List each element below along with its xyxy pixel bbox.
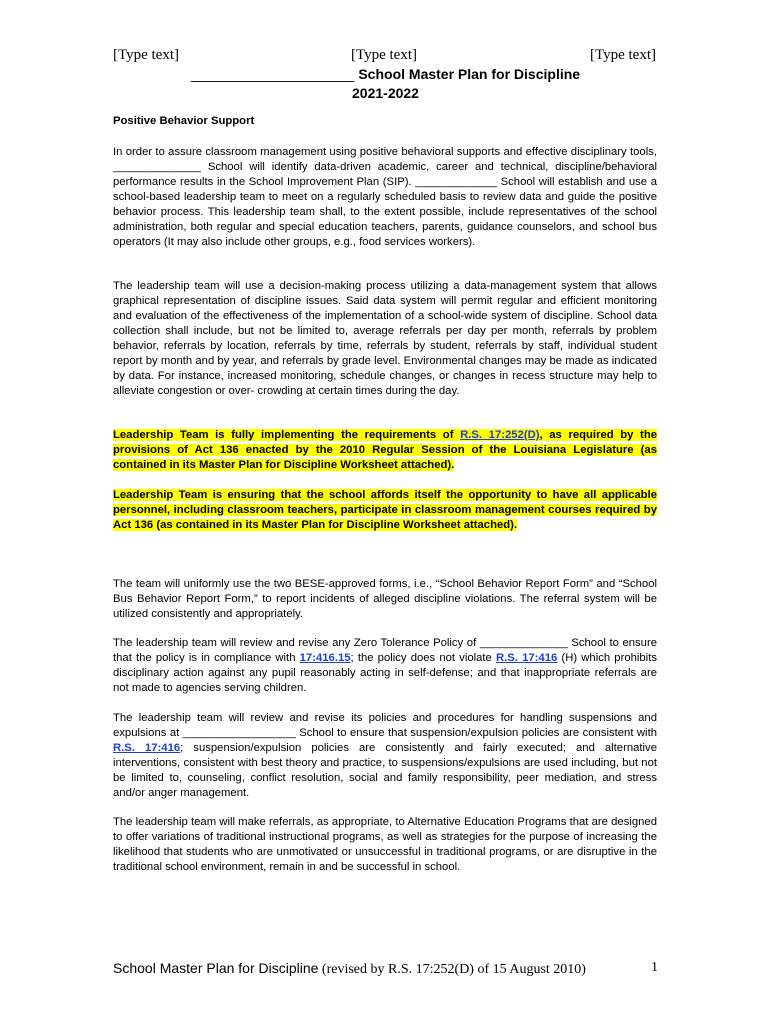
paragraph-data-system: The leadership team will use a decision-making process utilizing a data-management system that allows graphical representation of discipline issues. Said data system will permit regular and efficient monitoring and evaluation of the effectiveness of the implementation of a school-wide system of discipline. School data collection shall include, but not be limited to, average referrals per day per month, referrals by problem behavior, referrals by location, referrals by time, referrals by student, referrals by staff, individual student report by month and by year, and referrals by grade level. Environmental changes may be made as indicated by data. For instance, increased monitoring, schedule changes, or changes in recess structure may help to alleviate congestion or over- crowding at certain times during the day. <box>113 280 657 397</box>
link-17-416-15[interactable]: 17:416.15 <box>299 652 351 664</box>
paragraph-zero-tolerance <box>113 636 657 696</box>
document-title <box>113 65 658 103</box>
page-footer <box>113 960 658 978</box>
header-right-placeholder: [Type text] <box>590 47 657 63</box>
p6-text-1: The leadership team will review and revise any Zero Tolerance Policy of ______________ School to ensure that the policy is in compliance with <box>113 637 657 664</box>
p6-text-2: ; the policy does not violate <box>350 652 496 664</box>
link-rs-17-416[interactable]: R.S. 17:416 <box>113 742 181 754</box>
p6-text-3: (H) which prohibits disciplinary action against any pupil reasonably acting in self-defense; and that inappropriate referrals are not made to agencies serving children. <box>113 652 657 694</box>
paragraph-act-136-requirements <box>113 428 657 473</box>
school-name-blank: _____________________ <box>190 66 355 82</box>
paragraph-intro: In order to assure classroom management using positive behavioral supports and effective disciplinary tools, ______________ School will identify data-driven academic, career and technical, discipline/behavioral performance results in the School Improvement Plan (SIP). _____________ School will establish and use a school-based leadership team to meet on a regularly scheduled basis to review data and guide the positive behavior process. This leadership team shall, to the extent possible, include representatives of the school administration, both regular and special education teachers, parents, guidance counselors, and school bus operators (It may also include other groups, e.g., food services workers). <box>113 146 657 248</box>
paragraph-bese-forms: The team will uniformly use the two BESE-approved forms, i.e., “School Behavior Report Form” and “School Bus Behavior Report Form,” to report incidents of alleged discipline violations. The referral system will be utilized consistently and appropriately. <box>113 578 657 620</box>
paragraph-personnel-courses <box>113 488 657 533</box>
title-line-1: School Master Plan for Discipline <box>354 66 581 82</box>
p4-text: Leadership Team is ensuring that the school affords itself the opportunity to have all applicable personnel, including classroom teachers, participate in classroom management courses required by Act 136 (as contained in its Master Plan for Discipline Worksheet attached). <box>113 489 657 531</box>
header-center-placeholder: [Type text] <box>351 47 418 63</box>
section-heading: Positive Behavior Support <box>113 115 255 127</box>
footer-title: School Master Plan for Discipline <box>113 960 319 976</box>
p3-text-after: , as required by the provisions of Act 136 enacted by the 2010 Regular Session of the Louisiana Legislature (as contained in its Master Plan for Discipline Worksheet attached). <box>113 429 658 471</box>
title-year: 2021-2022 <box>352 85 419 101</box>
header-left-placeholder: [Type text] <box>113 47 180 63</box>
p7-text-1: The leadership team will review and revise its policies and procedures for handling suspensions and expulsions at __________________ School to ensure that suspension/expulsion policies are consistent with <box>113 712 657 739</box>
link-rs-17-252-d[interactable]: R.S. 17:252(D) <box>460 429 540 441</box>
paragraph-suspensions <box>113 711 657 801</box>
p3-text-before: Leadership Team is fully implementing the requirements of <box>113 429 461 441</box>
paragraph-alternative-education: The leadership team will make referrals, as appropriate, to Alternative Education Programs that are designed to offer variations of traditional instructional programs, as well as strategies for the purpose of increasing the likelihood that students who are unmotivated or unsuccessful in traditional programs, or are disruptive in the traditional school environment, remain in and be successful in school. <box>113 816 657 873</box>
footer-revision-note: (revised by R.S. 17:252(D) of 15 August 2010) <box>318 962 586 977</box>
p7-text-2: ; suspension/expulsion policies are consistently and fairly executed; and alternative interventions, consistent with best theory and practice, to suspensions/expulsions are used including, but not be limited to, counseling, conflict resolution, social and family responsibility, peer mediation, and stress and/or anger management. <box>113 742 657 799</box>
page-number: 1 <box>651 960 658 975</box>
link-rs-17-416-h[interactable]: R.S. 17:416 <box>495 652 558 664</box>
